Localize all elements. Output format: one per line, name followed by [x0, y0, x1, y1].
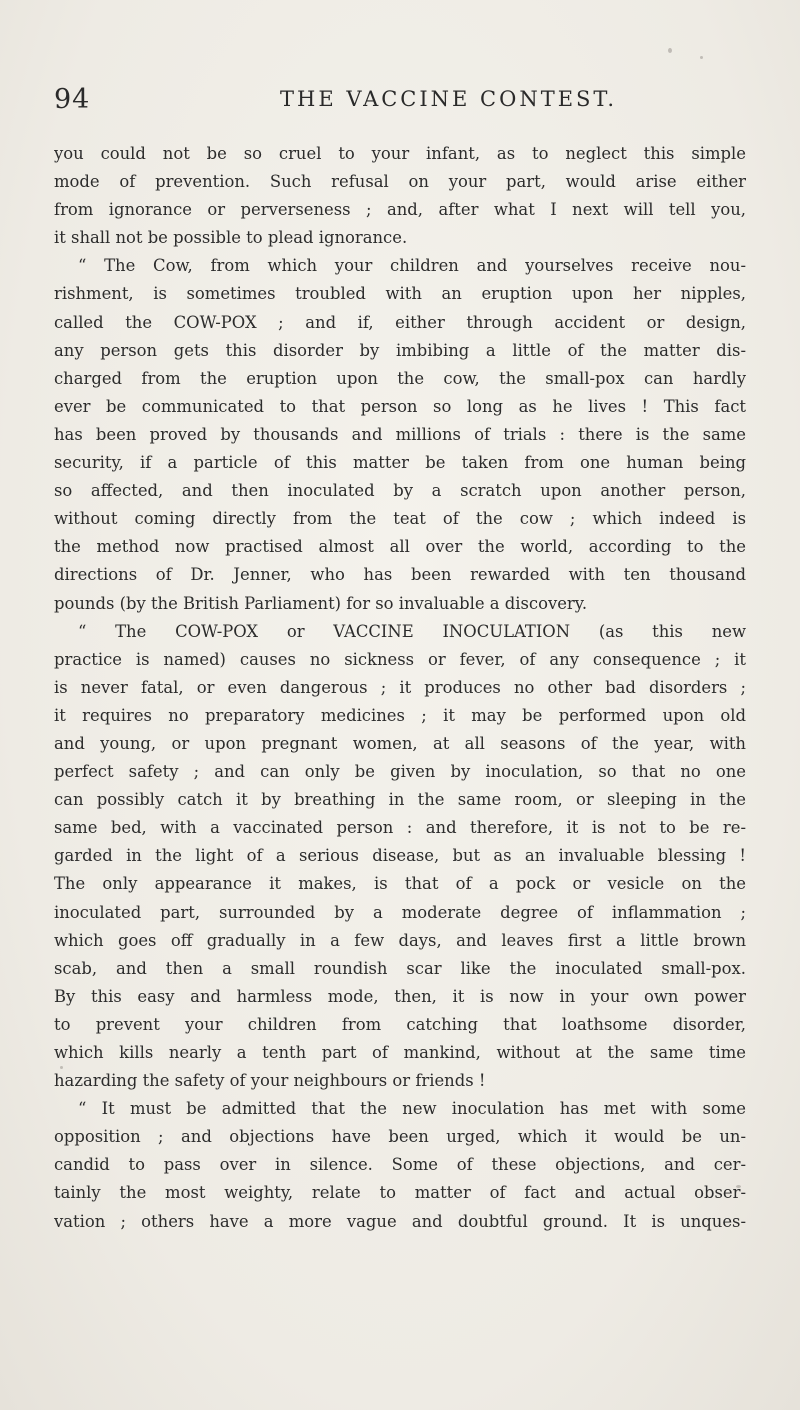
- text-line: inoculated part, surrounded by a moderate degree of inflammation ;: [54, 902, 746, 922]
- text-line: directions of Dr. Jenner, who has been rewarded with ten thousand: [54, 565, 746, 585]
- text-line: scab, and then a small roundish scar like the inoculated small-pox.: [54, 958, 746, 978]
- text-line: mode of prevention. Such refusal on your part, would arise either: [54, 172, 746, 192]
- text-line: candid to pass over in silence. Some of these objections, and cer-: [54, 1155, 746, 1175]
- page-number: 94: [54, 84, 91, 115]
- text-line: which goes off gradually in a few days, and leaves first a little brown: [54, 930, 746, 950]
- text-line: it shall not be possible to plead ignorance.: [54, 228, 408, 248]
- text-line: the method now practised almost all over the world, according to the: [54, 537, 746, 557]
- text-line: pounds (by the British Parliament) for so invaluable a discovery.: [54, 593, 588, 613]
- text-line: can possibly catch it by breathing in the same room, or sleeping in the: [54, 790, 746, 810]
- text-line: vation ; others have a more vague and doubtful ground. It is unques-: [54, 1211, 746, 1231]
- text-line: from ignorance or perverseness ; and, after what I next will tell you,: [54, 200, 746, 220]
- text-line: any person gets this disorder by imbibing a little of the matter dis-: [54, 340, 746, 360]
- text-line: perfect safety ; and can only be given by inoculation, so that no one: [54, 762, 746, 782]
- text-line: is never fatal, or even dangerous ; it produces no other bad disorders ;: [54, 677, 746, 697]
- text-line: practice is named) causes no sickness or fever, of any consequence ; it: [54, 649, 746, 669]
- text-line: and young, or upon pregnant women, at all seasons of the year, with: [54, 733, 746, 753]
- text-line: without coming directly from the teat of the cow ; which indeed is: [54, 509, 746, 529]
- body-text: [54, 140, 746, 1236]
- text-line: By this easy and harmless mode, then, it is now in your own power: [54, 986, 746, 1006]
- text-line: called the COW-POX ; and if, either through accident or design,: [54, 312, 746, 332]
- text-line: opposition ; and objections have been urged, which it would be un-: [54, 1127, 746, 1147]
- text-line: it requires no preparatory medicines ; it may be performed upon old: [54, 705, 746, 725]
- text-line: “ The COW-POX or VACCINE INOCULATION (as this new: [78, 621, 746, 641]
- page-header: [54, 80, 744, 120]
- running-head: THE VACCINE CONTEST.: [280, 87, 618, 111]
- text-line: which kills nearly a tenth part of mankind, without at the same time: [54, 1043, 746, 1062]
- text-line: garded in the light of a serious disease, but as an invaluable blessing !: [54, 846, 746, 866]
- ink-speck: [700, 56, 703, 59]
- text-line: The only appearance it makes, is that of a pock or vesicle on the: [54, 874, 746, 894]
- text-line: hazarding the safety of your neighbours or friends !: [54, 1071, 486, 1091]
- text-line: security, if a particle of this matter be taken from one human being: [54, 453, 746, 473]
- text-line: has been proved by thousands and millions of trials : there is the same: [54, 424, 746, 444]
- ink-speck: [668, 48, 672, 53]
- text-line: so affected, and then inoculated by a scratch upon another person,: [54, 481, 746, 501]
- text-line: ever be communicated to that person so long as he lives ! This fact: [54, 396, 746, 416]
- text-line: “ It must be admitted that the new inoculation has met with some: [78, 1099, 746, 1119]
- text-line: to prevent your children from catching that loathsome disorder,: [54, 1014, 746, 1034]
- text-line: tainly the most weighty, relate to matter of fact and actual obser-: [54, 1183, 746, 1203]
- text-line: rishment, is sometimes troubled with an eruption upon her nipples,: [54, 284, 746, 304]
- text-line: “ The Cow, from which your children and yourselves receive nou-: [78, 256, 746, 276]
- text-line: you could not be so cruel to your infant, as to neglect this simple: [54, 144, 746, 163]
- text-line: same bed, with a vaccinated person : and therefore, it is not to be re-: [54, 818, 746, 838]
- text-line: charged from the eruption upon the cow, the small-pox can hardly: [54, 368, 746, 388]
